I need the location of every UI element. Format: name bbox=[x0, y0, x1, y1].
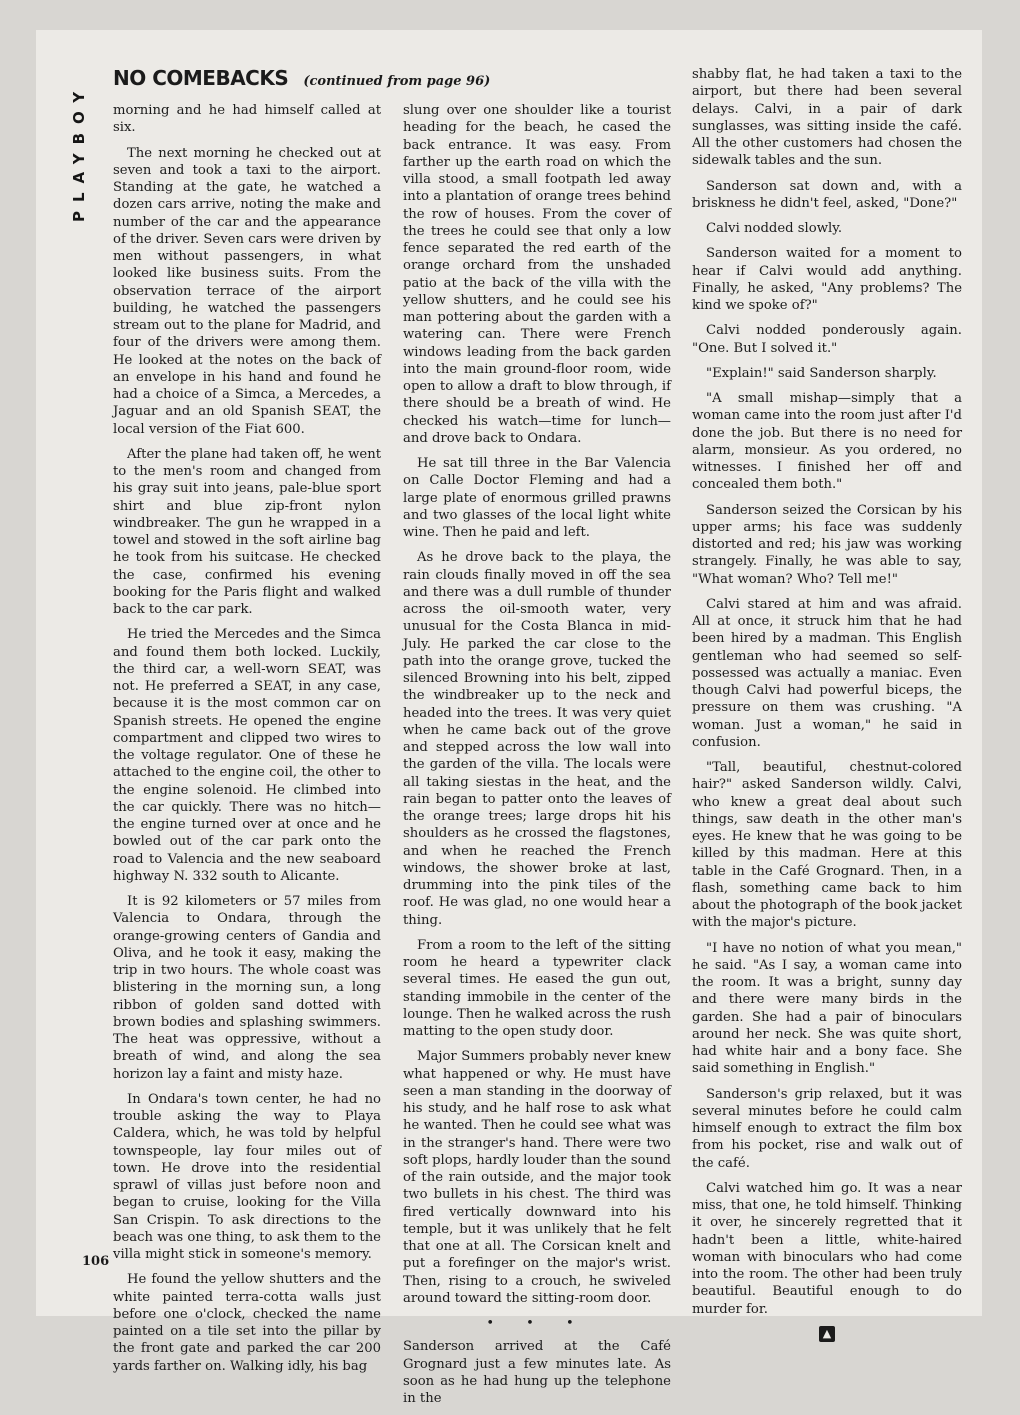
paragraph: Sanderson sat down and, with a briskness he didn't feel, asked, "Done?" bbox=[692, 178, 962, 211]
paragraph: From a room to the left of the sitting room he heard a typewriter clack several times. He eased the gun out, standing immobile in the center of the lounge. Then he walked across the rush matting to the open study door. bbox=[403, 937, 671, 1039]
text-column-1 bbox=[113, 102, 381, 1383]
paragraph: Sanderson waited for a moment to hear if Calvi would add anything. Finally, he asked, "Any problems? The kind we spoke of?" bbox=[692, 246, 962, 313]
paragraph: Sanderson's grip relaxed, but it was several minutes before he could calm himself enough to extract the film box from his pocket, rise and walk out of the café. bbox=[692, 1086, 962, 1171]
continuation-note: (continued from page 96) bbox=[303, 74, 491, 89]
paragraph: Calvi nodded ponderously again. "One. But I solved it." bbox=[692, 323, 962, 356]
paragraph: The next morning he checked out at seven and took a taxi to the airport. Standing at the gate, he watched a dozen cars arrive, noting the make and number of the car and the appearance of the driver. Seven cars were driven by men without passengers, in what looked like business suits. From the observation terrace of the airport building, he watched the passengers stream out to the plane for Madrid, and four of the drivers were among them. He looked at the notes on the back of an envelope in his hand and found he had a choice of a Simca, a Mercedes, a Jaguar and an old Spanish SEAT, the local version of the Fiat 600. bbox=[113, 145, 381, 437]
running-head bbox=[70, 72, 106, 222]
article-title: NO COMEBACKS bbox=[113, 66, 289, 90]
article-header bbox=[113, 66, 490, 90]
paragraph: "I have no notion of what you mean," he said. "As I say, a woman came into the room. It was a bright, sunny day and there were many birds in the garden. She had a pair of binoculars around her neck. She was quite short, had white hair and a bony face. She said something in English." bbox=[692, 940, 962, 1077]
paragraph: Sanderson seized the Corsican by his upper arms; his face was suddenly distorted and red; his jaw was working strangely. Finally, he was able to say, "What woman? Who? Tell me!" bbox=[692, 502, 962, 587]
paragraph: As he drove back to the playa, the rain clouds finally moved in off the sea and there was a dull rumble of thunder across the oil-smooth water, very unusual for the Costa Blanca in mid-July. He parked the car close to the path into the orange grove, tucked the silenced Browning into his belt, zipped the windbreaker up to the neck and headed into the trees. It was very quiet when he came back out of the grove and stepped across the low wall into the garden of the villa. The locals were all taking siestas in the heat, and the rain began to patter onto the leaves of the orange trees; large drops hit his shoulders as he crossed the flagstones, and when he reached the French windows, the shower broke at last, drumming into the pink tiles of the roof. He was glad, no one would hear a thing. bbox=[403, 550, 671, 928]
paragraph: slung over one shoulder like a tourist heading for the beach, he cased the back entrance. It was easy. From farther up the earth road on which the villa stood, a small footpath led away into a plantation of orange trees behind the row of houses. From the cover of the trees he could see that only a low fence separated the red earth of the orange orchard from the unshaded patio at the back of the villa with the yellow shutters, and he could see his man pottering about the garden with a watering can. There were French windows leading from the back garden into the main ground-floor room, wide open to allow a draft to blow through, if there should be a breath of wind. He checked his watch—time for lunch—and drove back to Ondara. bbox=[403, 103, 671, 446]
paragraph: Calvi stared at him and was afraid. All at once, it struck him that he had been hired by a madman. This English gentleman who had seemed so self-possessed was actually a maniac. Even though Calvi had powerful biceps, the pressure on them was crushing. "A woman. Just a woman," he said in confusion. bbox=[692, 596, 962, 750]
paragraph: Sanderson arrived at the Café Grognard just a few minutes late. As soon as he had hung up the telephone in the bbox=[403, 1339, 671, 1406]
paragraph: He sat till three in the Bar Valencia on Calle Doctor Fleming and had a large plate of enormous grilled prawns and two glasses of the local light white wine. Then he paid and left. bbox=[403, 456, 671, 540]
paragraph: morning and he had himself called at six. bbox=[113, 103, 381, 136]
paragraph: "Tall, beautiful, chestnut-colored hair?" asked Sanderson wildly. Calvi, who knew a great deal about such things, saw death in the other man's eyes. He knew that he was going to be killed by this madman. Here at this table in the Café Grognard. Then, in a flash, something came back to him about the photograph of the book jacket with the major's picture. bbox=[692, 760, 962, 931]
text-column-2 bbox=[403, 102, 671, 1415]
section-break: • • • bbox=[486, 1316, 588, 1331]
paragraph: Major Summers probably never knew what happened or why. He must have seen a man standing in the doorway of his study, and he half rose to ask what he wanted. Then he could see what was in the stranger's hand. There were two soft plops, hardly louder than the sound of the rain outside, and the major took two bullets in his chest. The third was fired vertically downward into his temple, but it was unlikely that he felt that one at all. The Corsican knelt and put a forefinger on the major's wrist. Then, rising to a crouch, he swiveled around toward the sitting-room door. bbox=[403, 1049, 671, 1306]
paragraph: He tried the Mercedes and the Simca and found them both locked. Luckily, the third car, a well-worn SEAT, was not. He preferred a SEAT, in any case, because it is the most common car on Spanish streets. He opened the engine compartment and clipped two wires to the voltage regulator. One of these he attached to the engine coil, the other to the engine solenoid. He climbed into the car quickly. There was no hitch—the engine turned over at once and he bowled out of the car park onto the road to Valencia and the new seaboard highway N. 332 south to Alicante. bbox=[113, 627, 381, 884]
paragraph: In Ondara's town center, he had no trouble asking the way to Playa Caldera, which, he was told by helpful townspeople, lay four miles out of town. He drove into the residential sprawl of villas just before noon and began to cruise, looking for the Villa San Crispin. To ask directions to the beach was one thing, to ask them to the villa might stick in someone's memory. bbox=[113, 1091, 381, 1262]
paragraph: He found the yellow shutters and the white painted terra-cotta walls just before one o'clock, checked the name painted on a tile set into the pillar by the front gate and parked the car 200 yards farther on. Walking idly, his bag bbox=[113, 1272, 381, 1374]
text-column-3 bbox=[692, 66, 962, 1342]
paragraph: "A small mishap—simply that a woman came into the room just after I'd done the job. But there is no need for alarm, monsieur. As you ordered, no witnesses. I finished her off and concealed them both." bbox=[692, 391, 962, 493]
paragraph: After the plane had taken off, he went to the men's room and changed from his gray suit into jeans, pale-blue sport shirt and blue zip-front nylon windbreaker. The gun he wrapped in a towel and stowed in the soft airline bag he took from his suitcase. He checked the case, confirmed his evening booking for the Paris flight and walked back to the car park. bbox=[113, 446, 381, 617]
rabbit-head-end-icon: ▲ bbox=[819, 1326, 835, 1342]
paragraph: Calvi watched him go. It was a near miss, that one, he told himself. Thinking it over, he sincerely regretted that it hadn't been a little, white-haired woman with binoculars who had come into the room. The other had been truly beautiful. Beautiful enough to do murder for. bbox=[692, 1180, 962, 1317]
page-number: 106 bbox=[82, 1254, 110, 1269]
magazine-name: PLAYBOY bbox=[70, 82, 88, 222]
paragraph: Calvi nodded slowly. bbox=[706, 221, 843, 236]
paragraph: shabby flat, he had taken a taxi to the airport, but there had been several delays. Calvi, in a pair of dark sunglasses, was sitting inside the café. All the other customers had chosen the sidewalk tables and the sun. bbox=[692, 67, 962, 169]
paragraph: It is 92 kilometers or 57 miles from Valencia to Ondara, through the orange-growing centers of Gandia and Oliva, and he took it easy, making the trip in two hours. The whole coast was blistering in the morning sun, a long ribbon of golden sand dotted with brown bodies and splashing swimmers. The heat was oppressive, without a breath of wind, and along the sea horizon lay a faint and misty haze. bbox=[113, 894, 381, 1082]
paragraph: "Explain!" said Sanderson sharply. bbox=[706, 365, 937, 381]
